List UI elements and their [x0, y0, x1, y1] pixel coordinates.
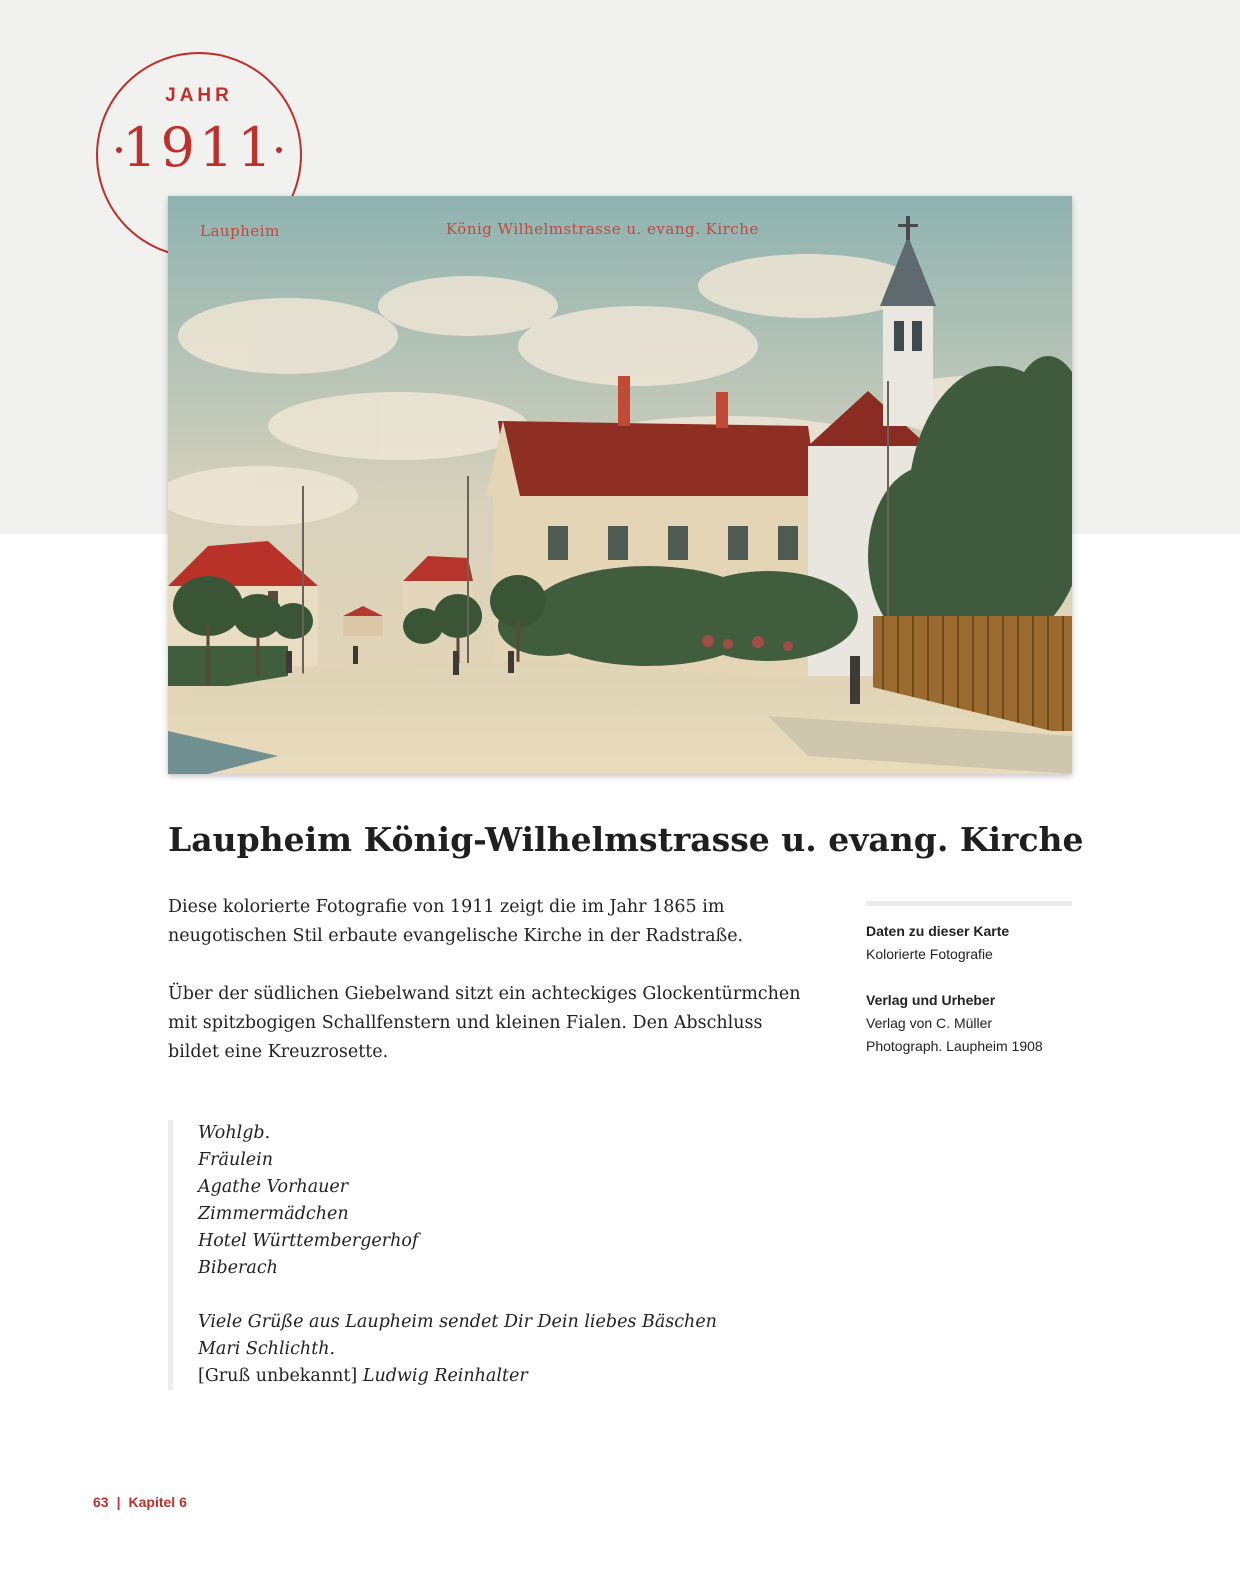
address-line: Agathe Vorhauer — [198, 1177, 349, 1197]
card-data-heading: Daten zu dieser Karte — [866, 923, 1010, 939]
publisher-line: Photograph. Laupheim 1908 — [866, 1038, 1043, 1054]
card-info-sidebar — [866, 901, 1072, 1081]
message-line: Mari Schlichth. — [198, 1339, 336, 1359]
footer-separator: | — [116, 1494, 121, 1510]
publisher-heading: Verlag und Urheber — [866, 992, 996, 1008]
quote-spacer — [198, 1282, 818, 1309]
note-name: Ludwig Reinhalter — [362, 1366, 528, 1386]
stamp-label: JAHR — [165, 85, 233, 106]
message-line: Viele Grüße aus Laupheim sendet Dir Dein liebes Bäschen — [198, 1312, 717, 1332]
publisher-line: Verlag von C. Müller — [866, 1015, 993, 1031]
card-data-value: Kolorierte Fotografie — [866, 946, 993, 962]
note-line — [198, 1363, 818, 1390]
postcard-illustration — [168, 196, 1072, 774]
page-title: Laupheim König-Wilhelmstrasse u. evang. Kirche — [168, 820, 1084, 859]
postcard-image — [168, 196, 1072, 774]
page-footer — [93, 1494, 187, 1510]
address-line: Fräulein — [198, 1150, 274, 1170]
postcard-transcription-quote — [168, 1120, 818, 1390]
paragraph-tower: Über der südlichen Giebelwand sitzt ein achteckiges Glockentürmchen mit spitzbogigen Schallfenstern und kleinen Fialen. Den Abschluss bildet eine Kreuzrosette. — [168, 984, 801, 1062]
paragraph-intro: Diese kolorierte Fotografie von 1911 zeigt die im Jahr 1865 im neugotischen Stil erbaute evangelische Kirche in der Radstraße. — [168, 897, 744, 946]
address-line: Zimmermädchen — [198, 1204, 349, 1224]
address-line: Wohlgb. — [198, 1123, 271, 1143]
postcard-street-caption: König Wilhelmstrasse u. evang. Kirche — [446, 220, 759, 238]
address-line: Biberach — [198, 1258, 278, 1278]
page-number: 63 — [93, 1494, 109, 1510]
article-body — [168, 893, 808, 1096]
chapter-label: Kapitel 6 — [128, 1494, 187, 1510]
stamp-year: 1911 — [122, 116, 276, 179]
note-bracket: [Gruß unbekannt] — [198, 1366, 358, 1386]
address-line: Hotel Württembergerhof — [198, 1231, 419, 1251]
stamp-dot-right — [276, 147, 282, 153]
postcard-place-caption: Laupheim — [200, 222, 280, 240]
